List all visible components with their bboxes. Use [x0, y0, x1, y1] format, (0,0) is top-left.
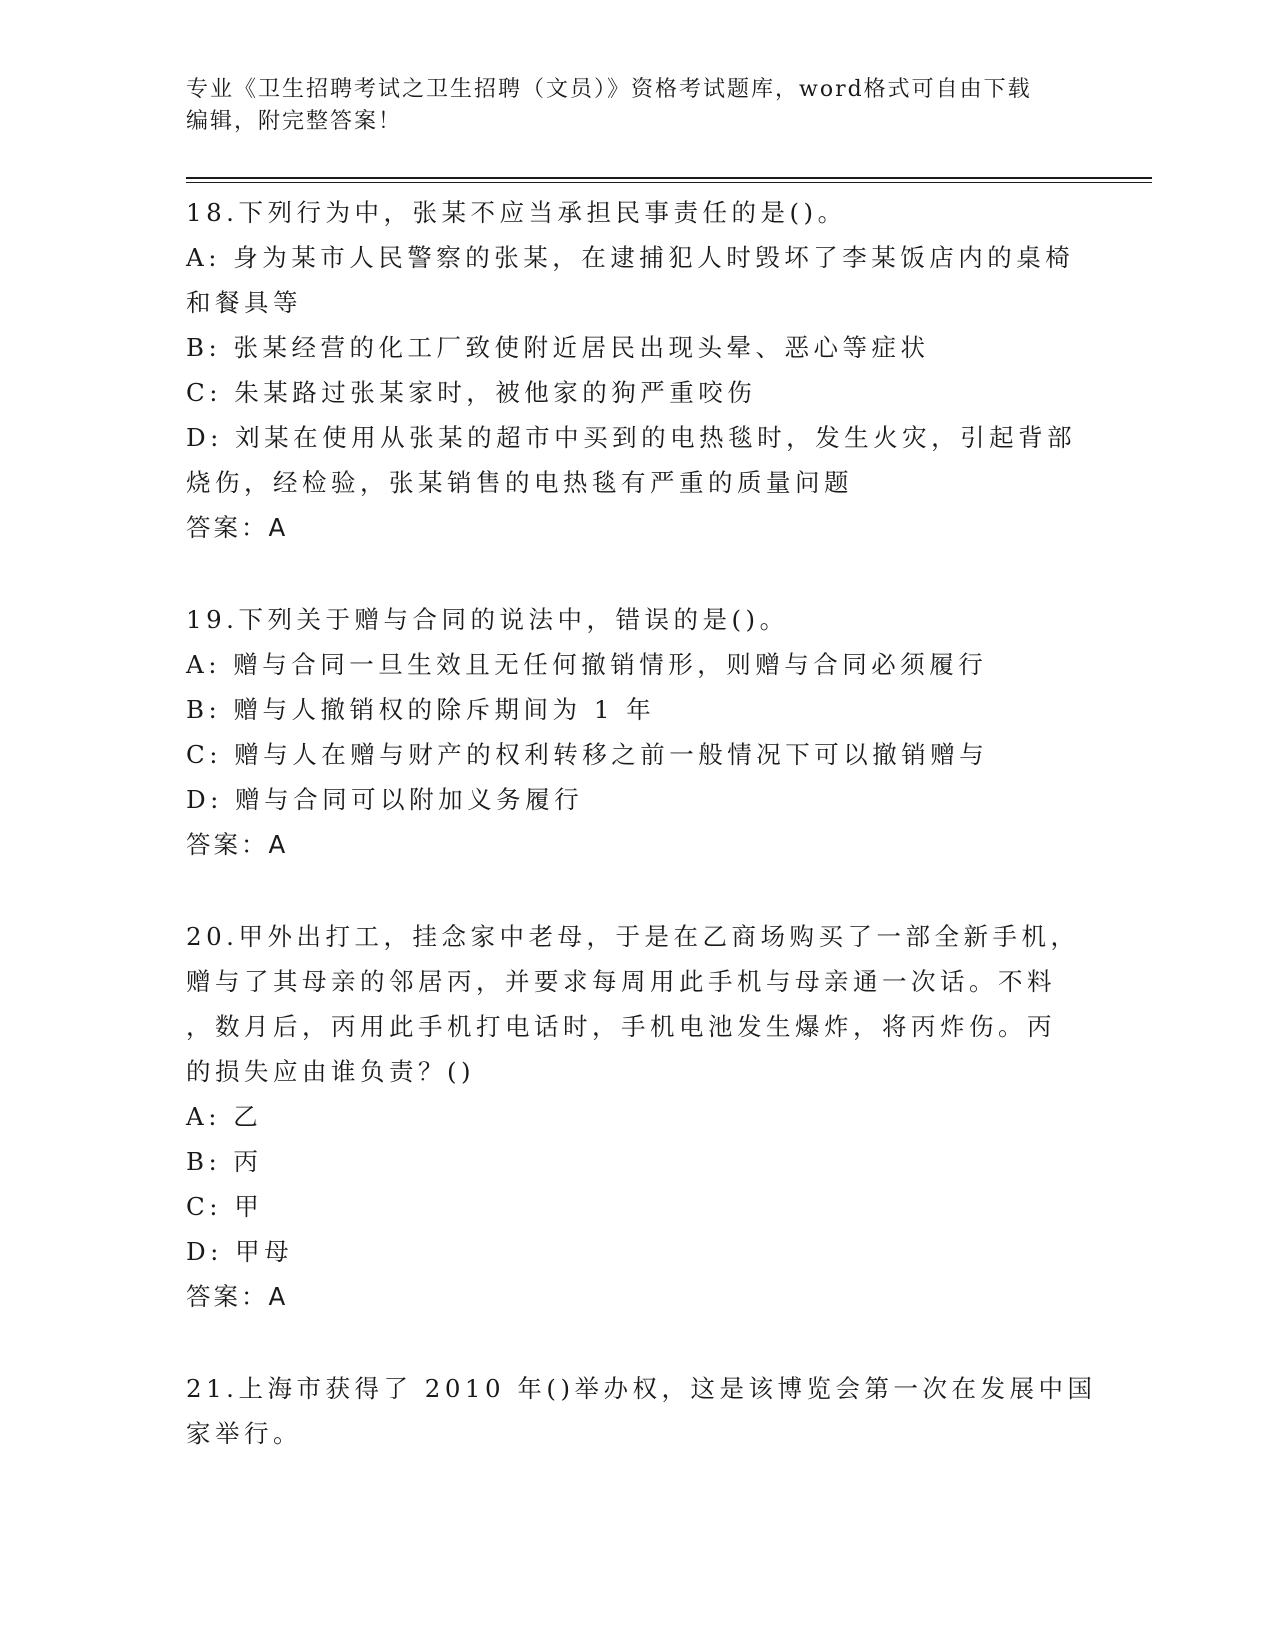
question-list — [186, 190, 1097, 1456]
question-20 — [186, 914, 1086, 1319]
question-18-stem: 18.下列行为中，张某不应当承担民事责任的是()。 — [186, 198, 847, 227]
spacer — [186, 550, 1086, 597]
question-20-option-d: D: 甲母 — [186, 1237, 294, 1266]
header-line-2: 编辑，附完整答案！ — [186, 109, 403, 134]
question-21 — [186, 1366, 1097, 1456]
question-18-option-c: C: 朱某路过张某家时，被他家的狗严重咬伤 — [186, 378, 757, 407]
question-19-answer: 答案：A — [186, 830, 289, 859]
question-21-stem-2: 家举行。 — [186, 1419, 302, 1448]
question-20-option-a: A: 乙 — [186, 1102, 263, 1131]
question-20-stem-1: 20.甲外出打工，挂念家中老母，于是在乙商场购买了一部全新手机， — [186, 922, 1080, 951]
question-19-option-a: A: 赠与合同一旦生效且无任何撤销情形，则赠与合同必须履行 — [186, 650, 988, 679]
header-divider-thick — [186, 177, 1152, 179]
question-20-option-c: C: 甲 — [186, 1192, 264, 1221]
question-18-option-d: D: 刘某在使用从张某的超市中买到的电热毯时，发生火灾，引起背部 — [186, 423, 1077, 452]
question-19-option-c: C: 赠与人在赠与财产的权利转移之前一般情况下可以撤销赠与 — [186, 740, 989, 769]
question-18-option-a: A: 身为某市人民警察的张某，在逮捕犯人时毁坏了李某饭店内的桌椅 — [186, 243, 1075, 272]
question-18-option-a-cont: 和餐具等 — [186, 288, 302, 317]
question-19-stem: 19.下列关于赠与合同的说法中，错误的是()。 — [186, 605, 789, 634]
header-line-1: 专业《卫生招聘考试之卫生招聘（文员）》资格考试题库，word格式可自由下载 — [186, 77, 1032, 102]
question-21-stem-1: 21.上海市获得了 2010 年()举办权，这是该博览会第一次在发展中国 — [186, 1374, 1097, 1403]
question-18-answer: 答案：A — [186, 513, 289, 542]
question-20-stem-4: 的损失应由谁负责？() — [186, 1057, 476, 1086]
question-18-option-d-cont: 烧伤，经检验，张某销售的电热毯有严重的质量问题 — [186, 468, 853, 497]
document-header — [186, 74, 1076, 138]
spacer — [186, 867, 1086, 914]
question-20-option-b: B: 丙 — [186, 1147, 263, 1176]
question-19-option-d: D: 赠与合同可以附加义务履行 — [186, 785, 584, 814]
question-19-option-b: B: 赠与人撤销权的除斥期间为 1 年 — [186, 695, 656, 724]
question-20-stem-3: ，数月后，丙用此手机打电话时，手机电池发生爆炸，将丙炸伤。丙 — [186, 1012, 1056, 1041]
question-19 — [186, 597, 1086, 867]
question-20-stem-2: 赠与了其母亲的邻居丙，并要求每周用此手机与母亲通一次话。不料 — [186, 967, 1056, 996]
question-20-answer: 答案：A — [186, 1282, 289, 1311]
question-18 — [186, 190, 1086, 550]
question-18-option-b: B: 张某经营的化工厂致使附近居民出现头晕、恶心等症状 — [186, 333, 930, 362]
spacer — [186, 1319, 1086, 1366]
header-divider-thin — [186, 182, 1152, 183]
